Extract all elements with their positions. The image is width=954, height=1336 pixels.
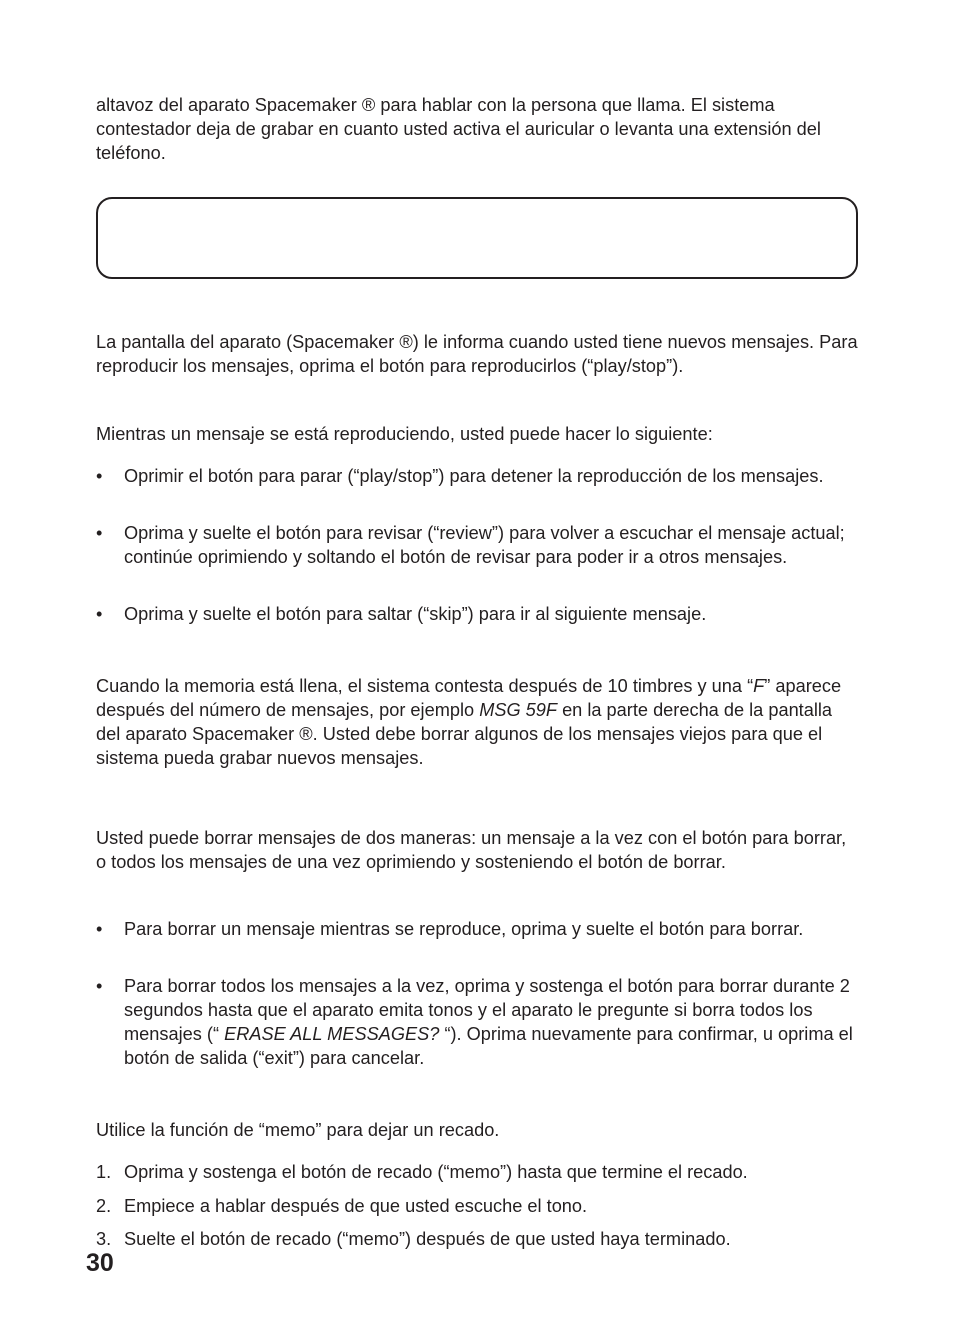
erase-all-text-2: “). Oprima nuevamente para confirmar, u oprima el botón de salida (“exit”) para cancelar. [124, 1024, 853, 1068]
list-item [96, 464, 858, 488]
list-item-text: Empiece a hablar después de que usted escuche el tono. [124, 1196, 588, 1216]
erase-all-text-1: Para borrar todos los mensajes a la vez, oprima y sostenga el botón para borrar durante 2 segundos hasta que el aparato emita tonos y el aparato le pregunte si borra todos los mensajes (“ [124, 976, 850, 1044]
memory-full-text-1: Cuando la memoria está llena, el sistema contesta después de 10 timbres y una “ [96, 676, 754, 696]
list-item-text: Para borrar un mensaje mientras se reproduce, oprima y suelte el botón para borrar. [124, 919, 804, 939]
erase-paragraph: Usted puede borrar mensajes de dos maneras: un mensaje a la vez con el botón para borrar, o todos los mensajes de una vez oprimiendo y sosteniendo el botón de borrar. [96, 828, 847, 872]
list-item [96, 1160, 858, 1184]
playback-lead-paragraph: Mientras un mensaje se está reproduciendo, usted puede hacer lo siguiente: [96, 424, 713, 444]
memo-paragraph: Utilice la función de “memo” para dejar un recado. [96, 1120, 500, 1140]
list-item-text: Oprima y suelte el botón para saltar (“skip”) para ir al siguiente mensaje. [124, 604, 707, 624]
list-item-text: Suelte el botón de recado (“memo”) después de que usted haya terminado. [124, 1229, 731, 1249]
list-item [96, 974, 858, 1070]
memory-full-letter: F [753, 676, 765, 696]
bullet-mark: • [96, 976, 103, 996]
step-number: 2. [96, 1196, 112, 1216]
step-number: 1. [96, 1162, 112, 1182]
page-number: 30 [86, 1249, 114, 1277]
list-item [96, 1194, 858, 1218]
memory-full-text-3: en la parte derecha de la pantalla del aparato Spacemaker ®. Usted debe borrar algunos de los mensajes viejos para que el sistema pueda grabar nuevos mensajes. [96, 700, 833, 768]
intro-paragraph: altavoz del aparato Spacemaker ® para hablar con la persona que llama. El sistema contestador deja de grabar en cuanto usted activa el auricular o levanta una extensión del teléfono. [96, 95, 821, 163]
list-item [96, 1227, 858, 1251]
list-item-text [124, 974, 858, 1070]
memory-full-paragraph [96, 674, 858, 770]
list-item-text: Oprimir el botón para parar (“play/stop”) para detener la reproducción de los mensajes. [124, 466, 824, 486]
bullet-mark: • [96, 466, 103, 486]
list-item-text: Oprima y suelte el botón para revisar (“review”) para volver a escuchar el mensaje actual; continúe oprimiendo y soltando el botón de revisar para poder ir a otros mensajes. [124, 523, 845, 567]
list-item [96, 521, 858, 569]
bullet-mark: • [96, 919, 103, 939]
bullet-mark: • [96, 604, 103, 624]
memory-full-text-2: ” aparece después del número de mensajes, por ejemplo [96, 676, 842, 720]
erase-all-prompt: ERASE ALL MESSAGES? [224, 1024, 440, 1044]
section-heading-box [96, 197, 858, 279]
playback-paragraph: La pantalla del aparato (Spacemaker ®) le informa cuando usted tiene nuevos mensajes. Para reproducir los mensajes, oprima el botón para reproducirlos (“play/stop”). [96, 332, 858, 376]
bullet-mark: • [96, 523, 103, 543]
step-number: 3. [96, 1229, 112, 1249]
list-item-text: Oprima y sostenga el botón de recado (“memo”) hasta que termine el recado. [124, 1162, 748, 1182]
memory-full-example: MSG 59F [479, 700, 558, 720]
list-item [96, 602, 858, 626]
list-item [96, 917, 858, 941]
